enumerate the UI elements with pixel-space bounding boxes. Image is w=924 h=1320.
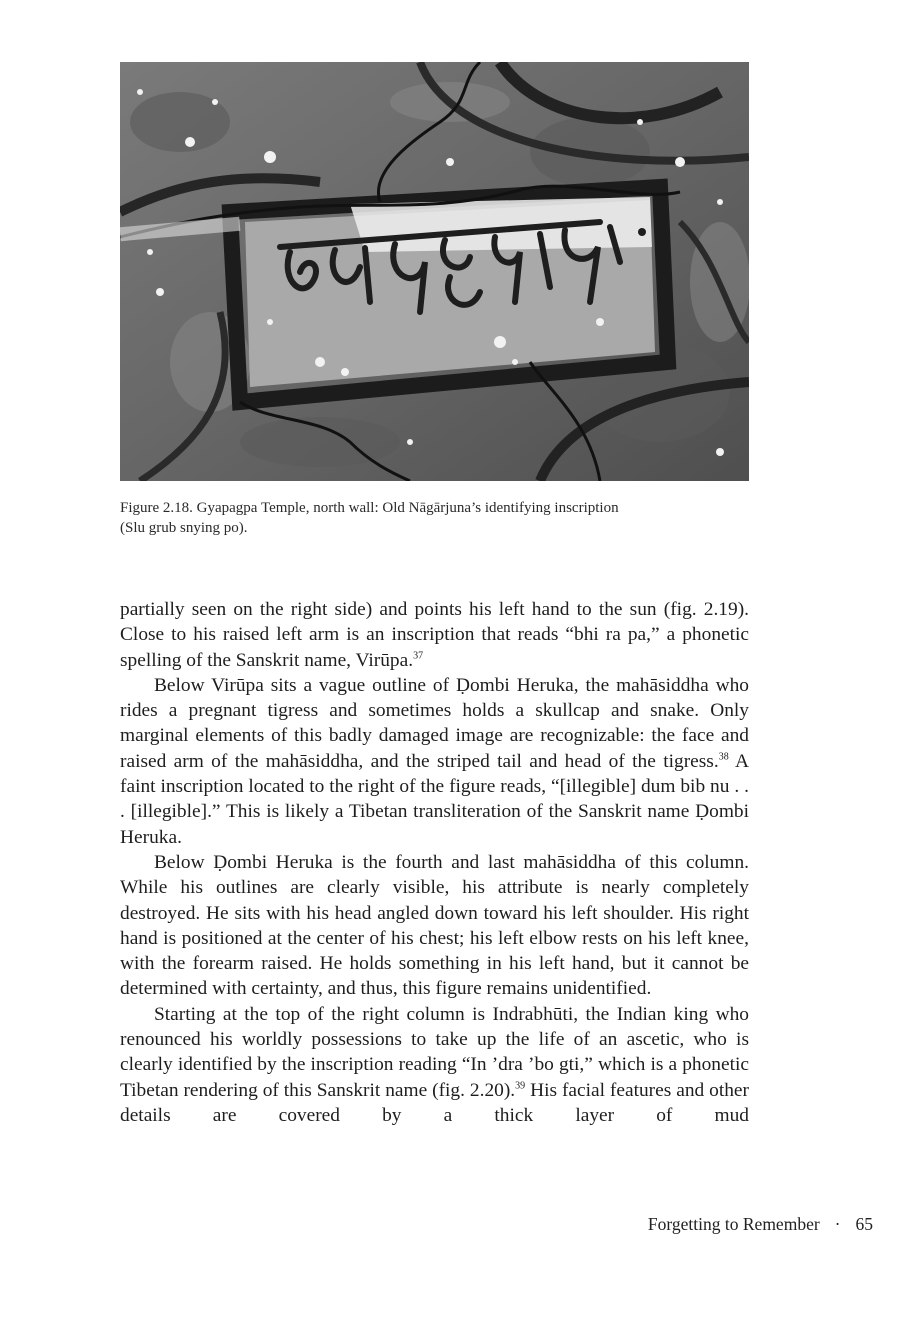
footnote-ref-37[interactable]: 37 xyxy=(413,650,424,662)
mural-inscription-photo xyxy=(120,62,749,481)
footnote-ref-39[interactable]: 39 xyxy=(515,1080,526,1092)
figure-photo xyxy=(120,62,749,481)
paragraph-1-text: partially seen on the right side) and points his left hand to the sun (fig. 2.19). Close to his raised left arm is an inscription that reads “bhi ra pa,” a phonetic spelling of the Sanskrit name, Virūpa. xyxy=(120,599,749,671)
caption-line-2: (Slu grub snying po). xyxy=(120,520,248,536)
footer-separator: · xyxy=(834,1214,841,1234)
caption-line-1: Figure 2.18. Gyapagpa Temple, north wall: Old Nāgārjuna’s identifying inscription xyxy=(120,500,619,516)
paragraph-3 xyxy=(120,850,749,1002)
paragraph-2 xyxy=(120,673,749,850)
paragraph-4-text-b: His facial features and other details are covered by a thick layer of mud xyxy=(120,1079,749,1126)
paragraph-1 xyxy=(120,597,749,673)
body-text xyxy=(120,597,749,1128)
page-footer xyxy=(648,1214,873,1235)
paragraph-2-text-b: A faint inscription located to the right of the figure reads, “[illegible] dum bib nu . . . [illegible].” This is likely a Tibetan transliteration of the Sanskrit name Ḍombi Heruka. xyxy=(120,750,750,848)
running-title: Forgetting to Remember xyxy=(647,1214,820,1234)
page-number: 65 xyxy=(855,1214,873,1234)
paragraph-4-text-a: Starting at the top of the right column is Indrabhūti, the Indian king who renounced his worldly possessions to take up the life of an ascetic, who is clearly identified by the inscription reading “In ’dra ’bo gti,” which is a phonetic Tibetan rendering of this Sanskrit name (fig. 2.20). xyxy=(120,1003,749,1101)
paragraph-2-text-a: Below Virūpa sits a vague outline of Ḍombi Heruka, the mahāsiddha who rides a pregnant tigress and sometimes holds a skullcap and snake. Only marginal elements of this badly damaged image are recognizable: the face and raised arm of the mahāsiddha, and the striped tail and head of the tigress. xyxy=(120,674,749,772)
paragraph-3-text: Below Ḍombi Heruka is the fourth and last mahāsiddha of this column. While his outlines are clearly visible, his attribute is nearly completely destroyed. He sits with his head angled down toward his left shoulder. His right hand is positioned at the center of his chest; his left elbow rests on his left knee, with the forearm raised. He holds something in his left hand, but it cannot be determined with certainty, and thus, this figure remains unidentified. xyxy=(120,851,749,1000)
paragraph-4 xyxy=(120,1002,749,1128)
figure-caption xyxy=(120,498,749,538)
footnote-ref-38[interactable]: 38 xyxy=(718,751,729,763)
